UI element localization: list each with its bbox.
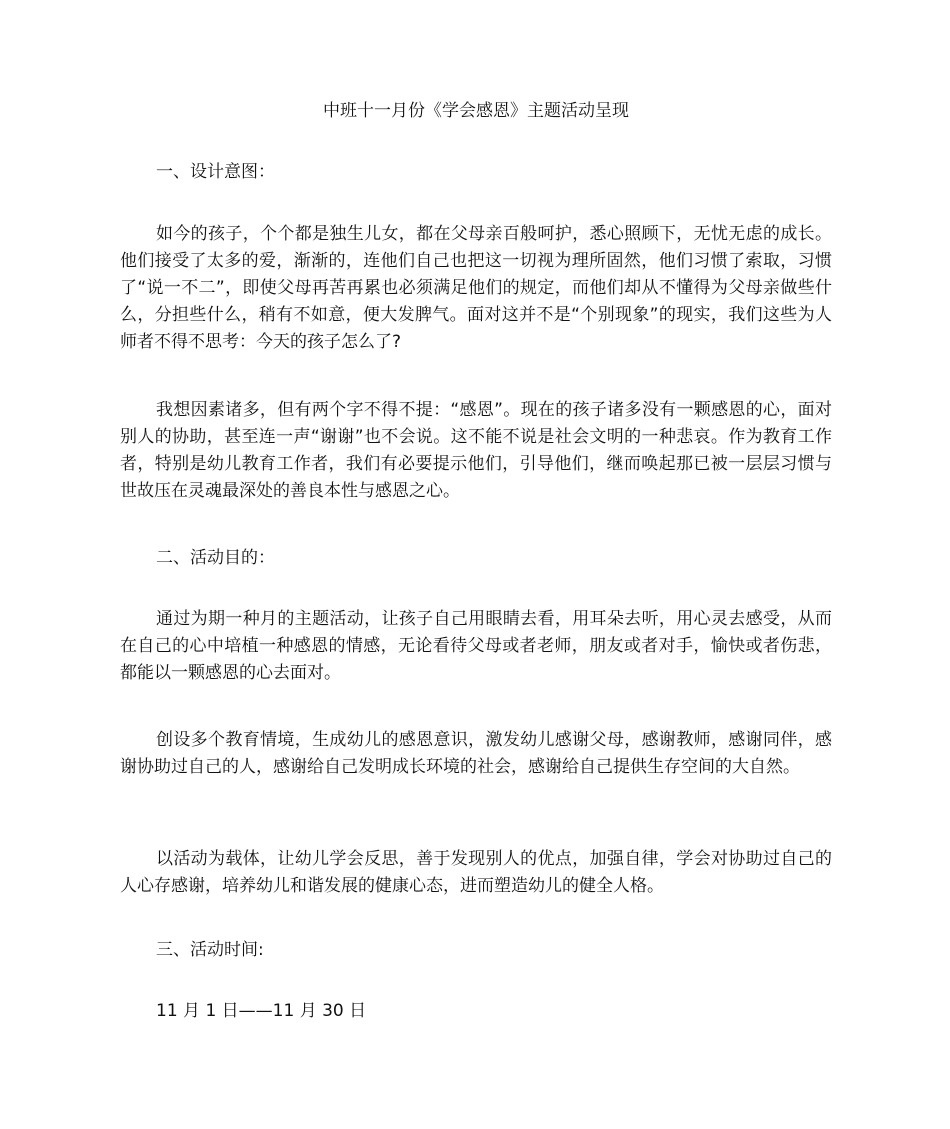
activity-date-range: 11 月 1 日——11 月 30 日: [156, 1001, 367, 1021]
paragraph-design-intent-1: 如今的孩子，个个都是独生儿女，都在父母亲百般呵护，悉心照顾下，无忧无虑的成长。他们接受了太多的爱，渐渐的，连他们自己也把这一切视为理所固然，他们习惯了索取，习惯了“说一不二”，即使父母再苦再累也必须满足他们的规定，而他们却从不懂得为父母亲做些什么，分担些什么，稍有不如意，便大发脾气。面对这并不是“个别现象”的现实，我们这些为人师者不得不思考：今天的孩子怎么了?: [120, 224, 832, 352]
paragraph-goal-2: 创设多个教育情境，生成幼儿的感恩意识，激发幼儿感谢父母，感谢教师，感谢同伴，感谢协助过自己的人，感谢给自己发明成长环境的社会，感谢给自己提供生存空间的大自然。: [120, 730, 832, 777]
paragraph-design-intent-2: 我想因素诸多，但有两个字不得不提：“感恩”。现在的孩子诸多没有一颗感恩的心，面对别人的协助，甚至连一声“谢谢”也不会说。这不能不说是社会文明的一种悲哀。作为教育工作者，特别是幼儿教育工作者，我们有必要提示他们，引导他们，继而唤起那已被一层层习惯与世故压在灵魂最深处的善良本性与感恩之心。: [120, 400, 832, 501]
document-title: 中班十一月份《学会感恩》主题活动呈现: [323, 101, 629, 121]
section-heading-activity-goal: 二、活动目的：: [156, 548, 275, 568]
section-heading-activity-time: 三、活动时间:: [156, 940, 264, 960]
section-heading-design-intent: 一、设计意图：: [156, 162, 275, 182]
paragraph-goal-3: 以活动为载体，让幼儿学会反思，善于发现别人的优点，加强自律，学会对协助过自己的人心存感谢，培养幼儿和谐发展的健康心态，进而塑造幼儿的健全人格。: [120, 849, 832, 896]
paragraph-goal-1: 通过为期一种月的主题活动，让孩子自己用眼睛去看，用耳朵去听，用心灵去感受，从而在自己的心中培植一种感恩的情感，无论看待父母或者老师，朋友或者对手，愉快或者伤悲，都能以一颗感恩的心去面对。: [120, 609, 832, 683]
